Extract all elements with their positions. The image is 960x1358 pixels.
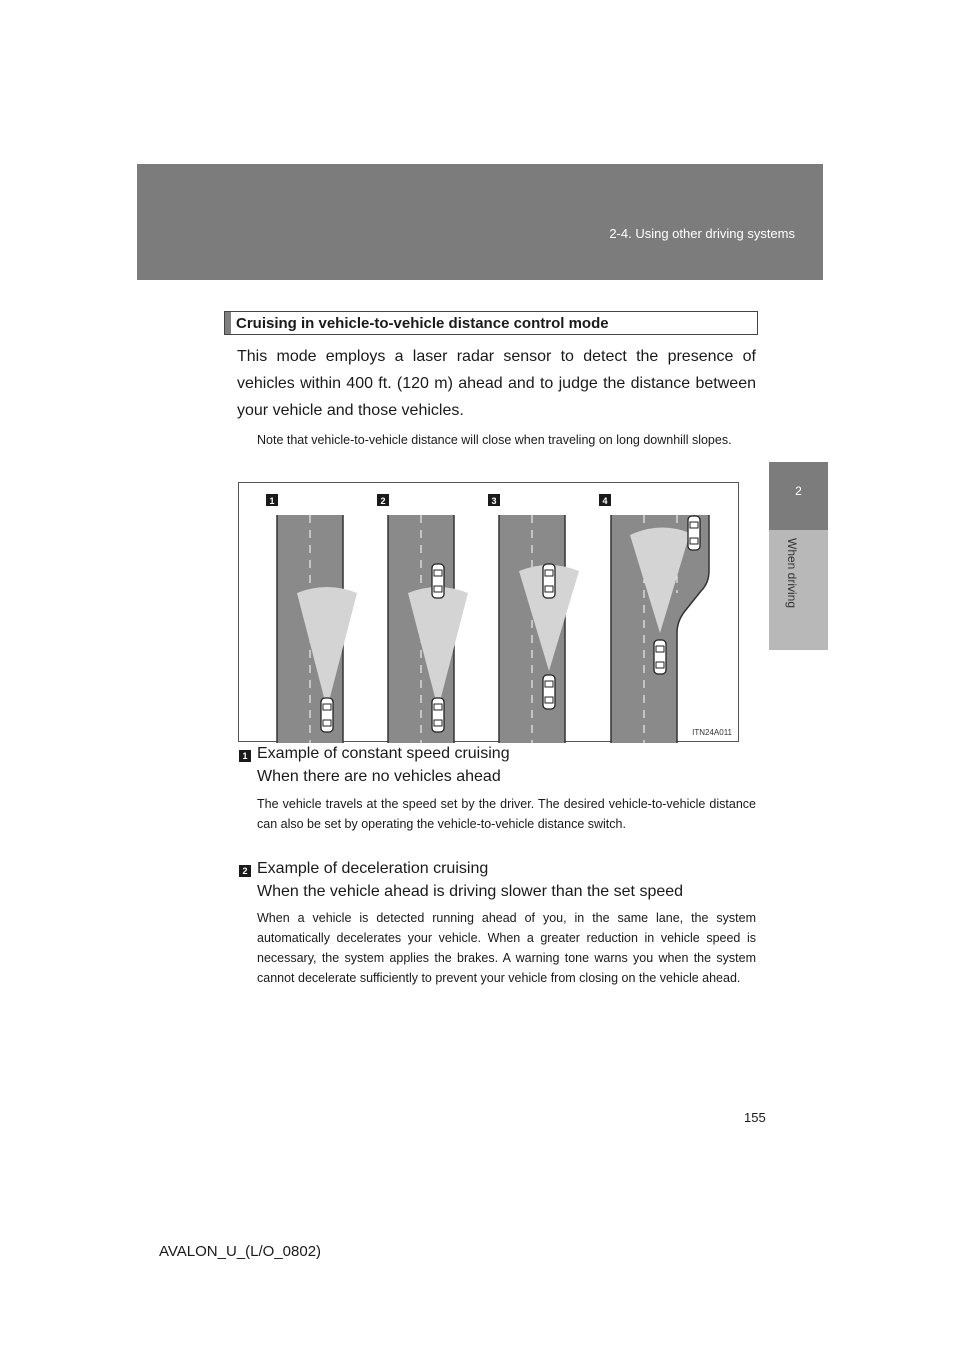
item-badge-2: 2 — [239, 865, 251, 877]
own-vehicle-icon — [321, 698, 333, 732]
cruise-diagram — [238, 482, 739, 742]
panel-3 — [499, 515, 579, 743]
chapter-number: 2 — [795, 484, 802, 498]
item-2-text: When a vehicle is detected running ahead of you, in the same lane, the system automatically decelerates your vehicle. When a greater reduction in vehicle speed is necessary, the system applies the brakes. A warning tone warns you when the system cannot decelerate sufficiently to prevent your vehicle from closing on the vehicle ahead. — [257, 911, 756, 985]
note-paragraph: Note that vehicle-to-vehicle distance will close when traveling on long downhill slopes. — [257, 433, 732, 447]
header-band — [137, 164, 823, 280]
panel-badge-2: 2 — [380, 496, 386, 506]
subheading-marker — [225, 312, 231, 334]
own-vehicle-icon — [543, 675, 555, 709]
chapter-tab-label-box — [769, 530, 828, 650]
subheading-box — [224, 311, 758, 335]
cruise-diagram-svg — [239, 483, 740, 743]
figure-code: ITN24A011 — [692, 728, 732, 737]
item-2-subtitle: When the vehicle ahead is driving slower than the set speed — [257, 883, 684, 900]
intro-paragraph: This mode employs a laser radar sensor to detect the presence of vehicles within 400 ft. (120 m) ahead and to judge the distance between your vehicle and those vehicles. — [237, 348, 756, 419]
panel-badge-4: 4 — [602, 496, 608, 506]
own-vehicle-icon — [654, 640, 666, 674]
panel-badges — [266, 494, 611, 506]
panel-badge-3: 3 — [491, 496, 497, 506]
item-badge-1: 1 — [239, 750, 251, 762]
chapter-label: When driving — [785, 538, 799, 609]
item-1-title: Example of constant speed cruising — [257, 745, 510, 762]
own-vehicle-icon — [432, 698, 444, 732]
panel-2 — [388, 515, 468, 743]
page-number: 155 — [744, 1110, 766, 1125]
document-code: AVALON_U_(L/O_0802) — [159, 1243, 322, 1260]
item-1-subtitle: When there are no vehicles ahead — [257, 768, 501, 785]
panel-1 — [277, 515, 357, 743]
section-title: 2-4. Using other driving systems — [609, 226, 795, 241]
lead-vehicle-icon — [543, 564, 555, 598]
panel-badge-1: 1 — [269, 496, 275, 506]
chapter-tab[interactable] — [769, 462, 828, 530]
item-2-title: Example of deceleration cruising — [257, 860, 489, 877]
subheading-title: Cruising in vehicle-to-vehicle distance control mode — [236, 314, 609, 332]
lead-vehicle-icon — [432, 564, 444, 598]
item-1-text: The vehicle travels at the speed set by the driver. The desired vehicle-to-vehicle distance can also be set by operating the vehicle-to-vehicle distance switch. — [257, 797, 756, 831]
panel-4 — [611, 515, 709, 743]
lead-vehicle-icon — [688, 516, 700, 550]
